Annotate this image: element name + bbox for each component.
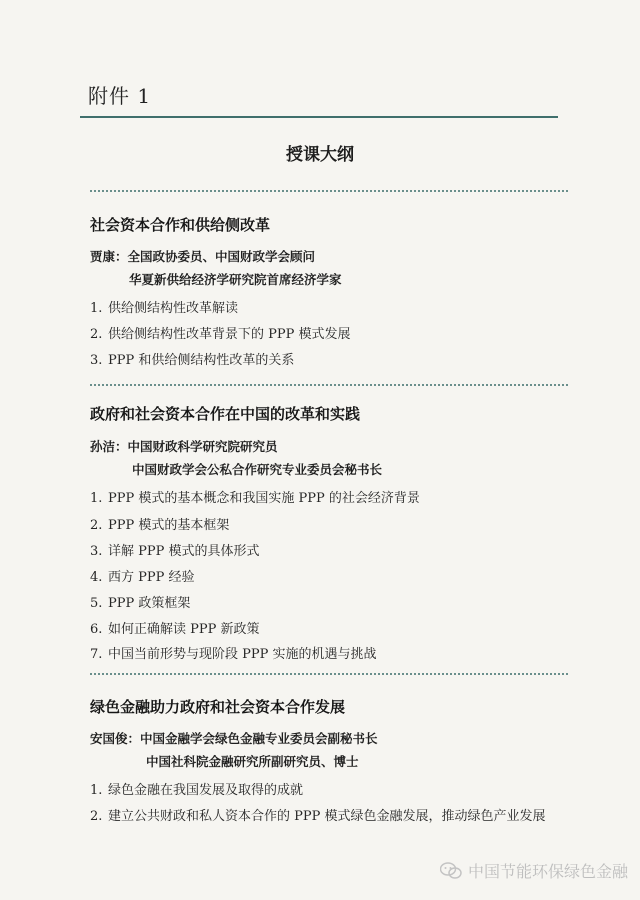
speaker-line: 安国俊：中国金融学会绿色金融专业委员会副秘书长 [90, 731, 378, 746]
speaker-line: 贾康：全国政协委员、中国财政学会顾问 [90, 249, 316, 264]
section-divider [90, 384, 568, 386]
list-item: 1. 绿色金融在我国发展及取得的成就 [90, 783, 304, 798]
speaker-line: 孙洁：中国财政科学研究院研究员 [90, 439, 278, 454]
wechat-icon [440, 862, 462, 880]
list-item: 4. 西方 PPP 经验 [90, 570, 195, 585]
speaker-title-line: 中国社科院金融研究所副研究员、博士 [146, 754, 359, 769]
list-item: 2. 建立公共财政和私人资本合作的 PPP 模式绿色金融发展，推动绿色产业发展 [90, 809, 546, 824]
section-divider [90, 190, 568, 192]
attachment-label: 附件 1 [88, 84, 152, 108]
section-title: 绿色金融助力政府和社会资本合作发展 [90, 698, 346, 716]
list-item: 3. PPP 和供给侧结构性改革的关系 [90, 353, 295, 368]
list-item: 7. 中国当前形势与现阶段 PPP 实施的机遇与挑战 [90, 647, 377, 662]
section-title: 社会资本合作和供给侧改革 [90, 216, 271, 234]
section-title: 政府和社会资本合作在中国的改革和实践 [90, 405, 361, 423]
list-item: 1. 供给侧结构性改革解读 [90, 301, 239, 316]
list-item: 5. PPP 政策框架 [90, 596, 191, 611]
speaker-title-line: 华夏新供给经济学研究院首席经济学家 [129, 272, 342, 287]
list-item: 6. 如何正确解读 PPP 新政策 [90, 622, 260, 637]
list-item: 2. 供给侧结构性改革背景下的 PPP 模式发展 [90, 327, 351, 342]
section-divider [90, 673, 568, 675]
list-item: 2. PPP 模式的基本框架 [90, 518, 230, 533]
list-item: 3. 详解 PPP 模式的具体形式 [90, 544, 260, 559]
speaker-title-line: 中国财政学会公私合作研究专业委员会秘书长 [132, 462, 383, 477]
header-rule [80, 116, 558, 118]
document-title: 授课大纲 [286, 145, 354, 165]
watermark-text: 中国节能环保绿色金融 [468, 862, 629, 881]
watermark [440, 859, 628, 882]
list-item: 1. PPP 模式的基本概念和我国实施 PPP 的社会经济背景 [90, 491, 420, 506]
